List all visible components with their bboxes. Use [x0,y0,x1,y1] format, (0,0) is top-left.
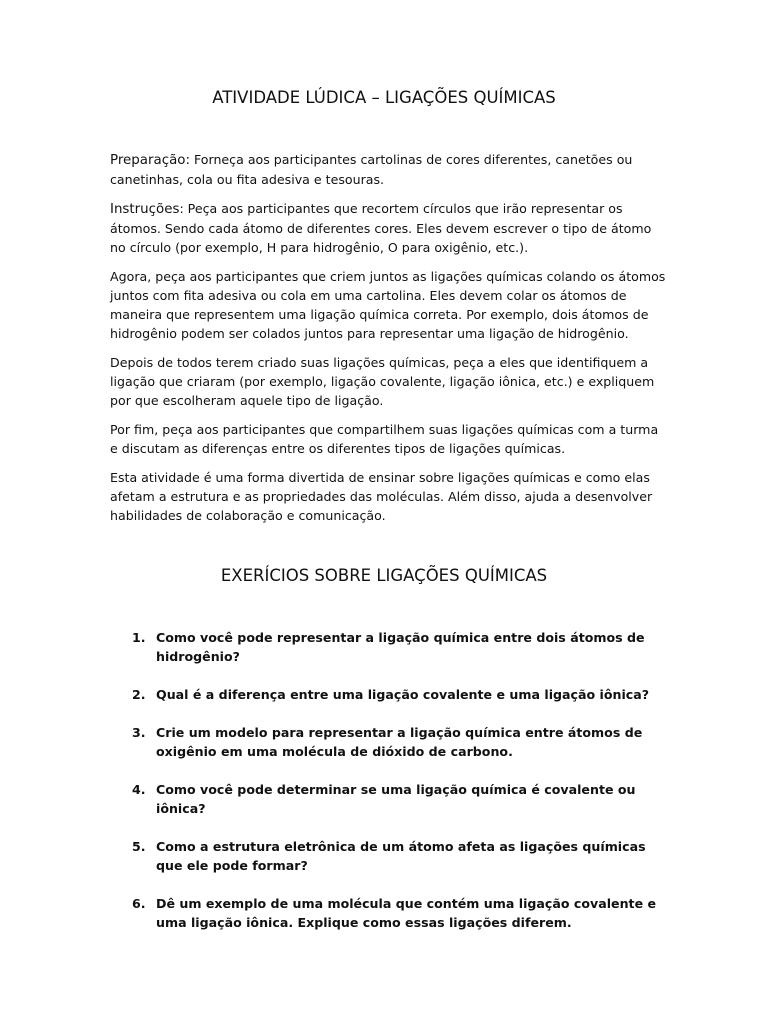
instructions-paragraph [110,199,666,257]
instructions-text: : Peça aos participantes que recortem círculos que irão representar os átomos. Sendo cada átomo de diferentes cores. Eles devem escrever o tipo de átomo no círculo (por exemplo, H para hidrogênio, O para oxigênio, etc.). [110,201,652,255]
exercise-item [110,837,666,875]
exercise-list [110,628,666,951]
exercise-item [110,894,666,932]
body-paragraph: Esta atividade é uma forma divertida de ensinar sobre ligações químicas e como elas afetam a estrutura e as propriedades das moléculas. Além disso, ajuda a desenvolver habilidades de colaboração e comunicação. [110,470,653,523]
exercise-item [110,685,666,704]
activity-body [110,150,666,535]
exercise-item [110,628,666,666]
exercise-question: Como você pode determinar se uma ligação química é covalente ou iônica? [156,782,636,816]
exercise-number: 5. [132,839,146,854]
preparation-paragraph [110,150,666,189]
exercise-number: 4. [132,782,146,797]
exercise-item [110,723,666,761]
exercise-number: 2. [132,687,146,702]
exercise-question: Crie um modelo para representar a ligação química entre átomos de oxigênio em uma molécula de dióxido de carbono. [156,725,643,759]
exercise-question: Como a estrutura eletrônica de um átomo afeta as ligações químicas que ele pode formar? [156,839,646,873]
exercise-question: Qual é a diferença entre uma ligação covalente e uma ligação iônica? [156,687,650,702]
body-paragraph: Depois de todos terem criado suas ligações químicas, peça a eles que identifiquem a ligação que criaram (por exemplo, ligação covalente, ligação iônica, etc.) e expliquem por que escolheram aquele tipo de ligação. [110,355,655,408]
exercise-question: Dê um exemplo de uma molécula que contém uma ligação covalente e uma ligação iônica. Explique como essas ligações diferem. [156,896,657,930]
exercise-item [110,780,666,818]
exercise-question: Como você pode representar a ligação química entre dois átomos de hidrogênio? [156,630,645,664]
exercise-number: 1. [132,630,146,645]
preparation-text: Forneça aos participantes cartolinas de cores diferentes, canetões ou canetinhas, cola ou fita adesiva e tesouras. [110,152,633,187]
body-paragraph: Por fim, peça aos participantes que compartilhem suas ligações químicas com a turma e discutam as diferenças entre os diferentes tipos de ligações químicas. [110,422,659,456]
exercises-title: EXERÍCIOS SOBRE LIGAÇÕES QUÍMICAS [220,566,548,585]
instructions-label: Instruções [110,202,180,217]
body-paragraph: Agora, peça aos participantes que criem juntos as ligações químicas colando os átomos juntos com fita adesiva ou cola em uma cartolina. Eles devem colar os átomos de maneira que representem uma ligação química correta. Por exemplo, dois átomos de hidrogênio podem ser colados juntos para representar uma ligação de hidrogênio. [110,269,666,341]
exercise-number: 6. [132,896,146,911]
exercise-number: 3. [132,725,146,740]
preparation-label: Preparação: [110,153,190,168]
activity-title: ATIVIDADE LÚDICA – LIGAÇÕES QUÍMICAS [212,88,556,107]
